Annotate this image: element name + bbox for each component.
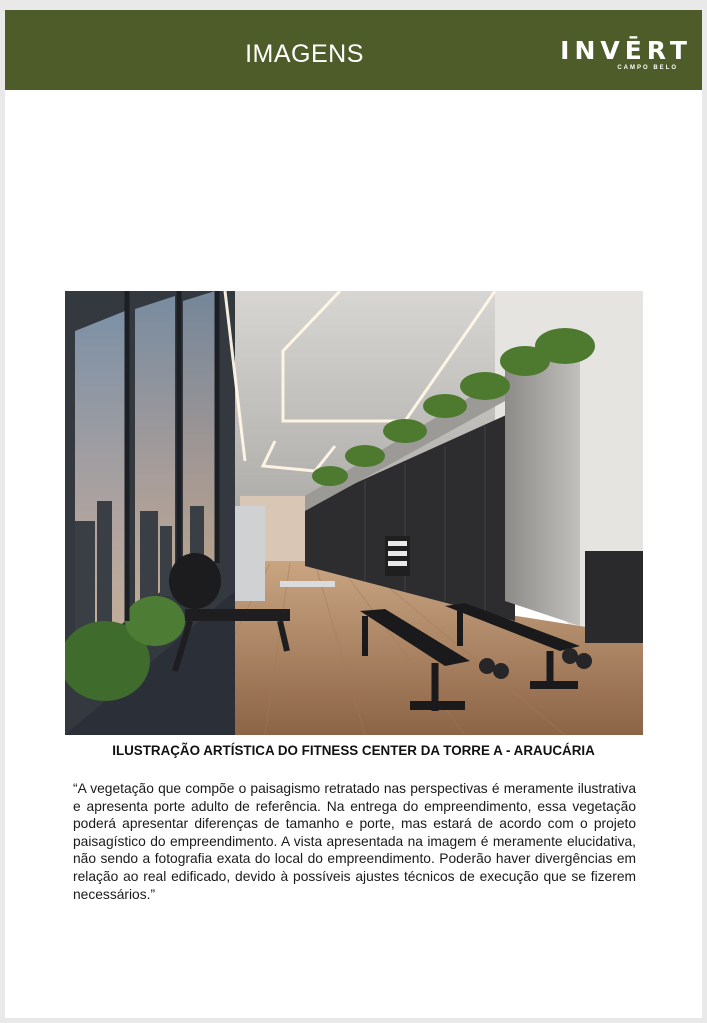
disclaimer-text: “A vegetação que compõe o paisagismo retratado nas perspectivas é meramente ilustrativa e apresenta porte adulto de referência. Na entrega do empreendimento, essa vegetação poderá apresentar diferenças de tamanho e porte, mas estará de acordo com o projeto paisagístico do empreendimento. A vista apresentada na imagem é meramente elucidativa, não sendo a fotografia exata do local do empreendimento. Poderão haver divergências em relação ao real edificado, devido à possíveis ajustes técnicos de execução que se fizerem necessários.” [73,781,636,902]
logo-subtitle: CAMPO BELO [617,65,678,71]
fitness-center-image [65,291,643,735]
image-caption: ILUSTRAÇÃO ARTÍSTICA DO FITNESS CENTER DA TORRE A - ARAUCÁRIA [112,743,595,758]
logo-wordmark: INVĒRT [560,36,692,65]
document-page [5,10,702,1018]
fitness-center-rendering [65,291,643,735]
invert-logo [552,38,692,78]
page-title: IMAGENS [245,40,364,68]
page-header [5,10,702,90]
